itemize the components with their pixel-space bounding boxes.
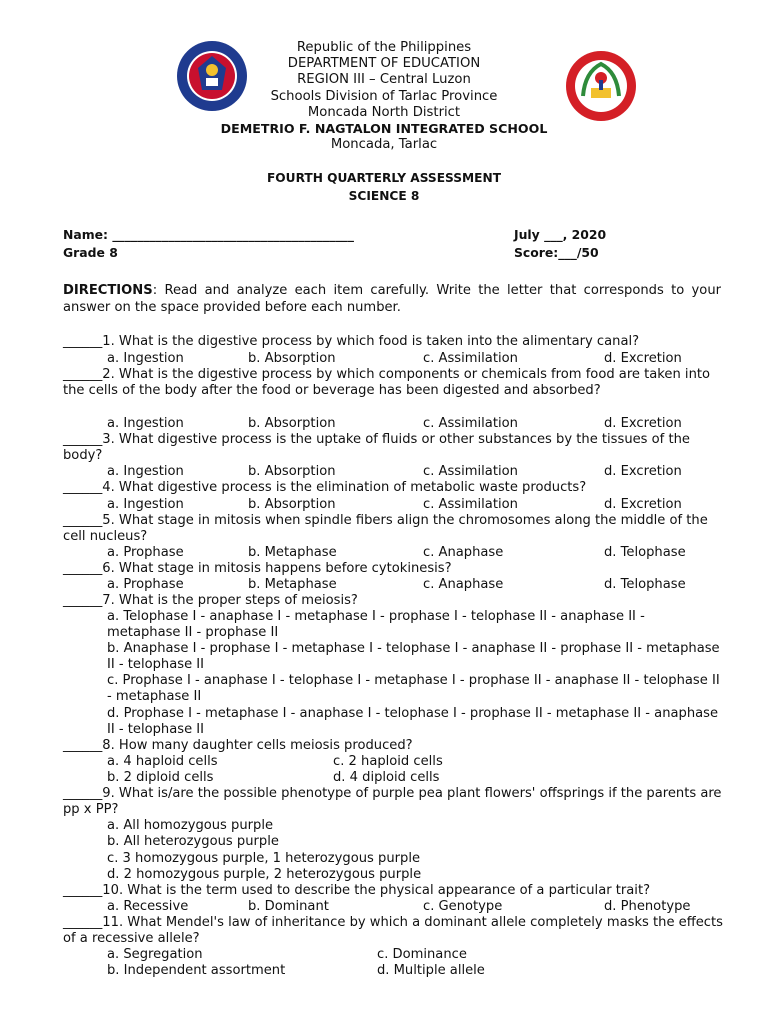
option-c: c. Anaphase: [423, 545, 504, 560]
option-b: b. All heterozygous purple: [107, 834, 279, 849]
option-b: b. Absorption: [248, 464, 336, 479]
options-row: [107, 545, 727, 561]
option-d: d. Multiple allele: [377, 963, 485, 978]
options-row: [107, 947, 727, 963]
date-field: July ___, 2020: [514, 227, 607, 242]
option-a: a. Ingestion: [107, 464, 184, 479]
option-a: a. Ingestion: [107, 416, 184, 431]
option-c: c. Prophase I - anaphase I - telophase I - metaphase I - prophase II - anaphase II - telophase II - metaphase II: [107, 673, 720, 705]
directions-label: DIRECTIONS: [63, 283, 153, 298]
option-b: b. Independent assortment: [107, 963, 286, 978]
options-row: [107, 416, 727, 432]
option-b: b. Anaphase I - prophase I - metaphase I - telophase I - anaphase II - prophase II - metaphase II - telophase II: [107, 641, 720, 673]
option-d: d. Phenotype: [604, 899, 691, 914]
option-b: b. Absorption: [248, 416, 336, 431]
option-a: a. Prophase: [107, 545, 184, 560]
option-b: b. 2 diploid cells: [107, 770, 214, 785]
grade-field: Grade 8: [63, 245, 118, 260]
exam-title: FOURTH QUARTERLY ASSESSMENT: [266, 171, 502, 185]
option-a: a. Telophase I - anaphase I - metaphase I - prophase I - telophase II - anaphase II - metaphase II - prophase II: [107, 609, 645, 641]
options-row: [107, 464, 727, 480]
option-c: c. 2 haploid cells: [333, 754, 443, 769]
option-b: b. Absorption: [248, 351, 336, 366]
question-3: ______3. What digestive process is the uptake of fluids or other substances by the tissues of the body?: [63, 432, 690, 464]
option-b: b. Metaphase: [248, 545, 337, 560]
option-a: a. 4 haploid cells: [107, 754, 218, 769]
options-row: [107, 754, 727, 770]
question-11: ______11. What Mendel's law of inheritance by which a dominant allele completely masks the effects of a recessive allele?: [63, 915, 723, 947]
option-b: b. Dominant: [248, 899, 329, 914]
option-a: a. Recessive: [107, 899, 189, 914]
letterhead-line: DEPARTMENT OF EDUCATION: [287, 56, 481, 72]
option-d: d. Prophase I - metaphase I - anaphase I - telophase I - prophase II - metaphase II - anaphase II - telophase II: [107, 706, 719, 738]
question-1: ______1. What is the digestive process by which food is taken into the alimentary canal?: [63, 334, 640, 349]
directions-text: : Read and analyze each item carefully. Write the letter that corresponds to your answer on the space provided before each number.: [63, 283, 721, 315]
school-name: DEMETRIO F. NAGTALON INTEGRATED SCHOOL: [220, 121, 548, 137]
question-4: ______4. What digestive process is the elimination of metabolic waste products?: [63, 480, 587, 495]
option-c: c. Assimilation: [423, 497, 518, 512]
options-row: [107, 351, 727, 367]
option-d: d. Excretion: [604, 351, 682, 366]
option-a: a. Segregation: [107, 947, 203, 962]
name-field: Name: _______________________________________: [63, 227, 354, 242]
exam-subject: SCIENCE 8: [348, 189, 420, 203]
school-location: Moncada, Tarlac: [330, 137, 438, 153]
letterhead: [0, 40, 768, 153]
option-d: d. Excretion: [604, 416, 682, 431]
directions: [63, 282, 721, 316]
option-b: b. Absorption: [248, 497, 336, 512]
option-d: d. Excretion: [604, 497, 682, 512]
options-row: [107, 899, 727, 915]
option-c: c. Dominance: [377, 947, 467, 962]
option-d: d. Telophase: [604, 545, 686, 560]
question-9: ______9. What is/are the possible phenotype of purple pea plant flowers' offsprings if the parents are pp x PP?: [63, 786, 722, 818]
letterhead-line: Moncada North District: [307, 104, 461, 120]
option-c: c. Assimilation: [423, 416, 518, 431]
question-8: ______8. How many daughter cells meiosis produced?: [63, 738, 413, 753]
question-5: ______5. What stage in mitosis when spindle fibers align the chromosomes along the middle of the cell nucleus?: [63, 513, 708, 545]
letterhead-line: REGION III – Central Luzon: [297, 72, 471, 88]
score-field: Score:___/50: [514, 245, 599, 260]
options-row: [107, 577, 727, 593]
option-c: c. Anaphase: [423, 577, 504, 592]
option-a: a. Ingestion: [107, 497, 184, 512]
options-row: [107, 770, 727, 786]
options-row: [107, 497, 727, 513]
option-c: c. Genotype: [423, 899, 503, 914]
question-7: ______7. What is the proper steps of meiosis?: [63, 593, 358, 608]
options-row: [107, 963, 727, 979]
option-c: c. 3 homozygous purple, 1 heterozygous purple: [107, 851, 421, 866]
option-d: d. 2 homozygous purple, 2 heterozygous purple: [107, 867, 422, 882]
option-a: a. All homozygous purple: [107, 818, 274, 833]
option-c: c. Assimilation: [423, 351, 518, 366]
option-c: c. Assimilation: [423, 464, 518, 479]
question-10: ______10. What is the term used to describe the physical appearance of a particular trait?: [63, 883, 651, 898]
option-a: a. Ingestion: [107, 351, 184, 366]
option-d: d. 4 diploid cells: [333, 770, 440, 785]
letterhead-line: Republic of the Philippines: [296, 40, 472, 55]
option-d: d. Excretion: [604, 464, 682, 479]
question-6: ______6. What stage in mitosis happens before cytokinesis?: [63, 561, 452, 576]
option-a: a. Prophase: [107, 577, 184, 592]
question-2: ______2. What is the digestive process by which components or chemicals from food are taken into the cells of the body after the food or beverage has been digested and absorbed?: [63, 367, 711, 399]
letterhead-line: Schools Division of Tarlac Province: [270, 88, 498, 104]
option-b: b. Metaphase: [248, 577, 337, 592]
option-d: d. Telophase: [604, 577, 686, 592]
